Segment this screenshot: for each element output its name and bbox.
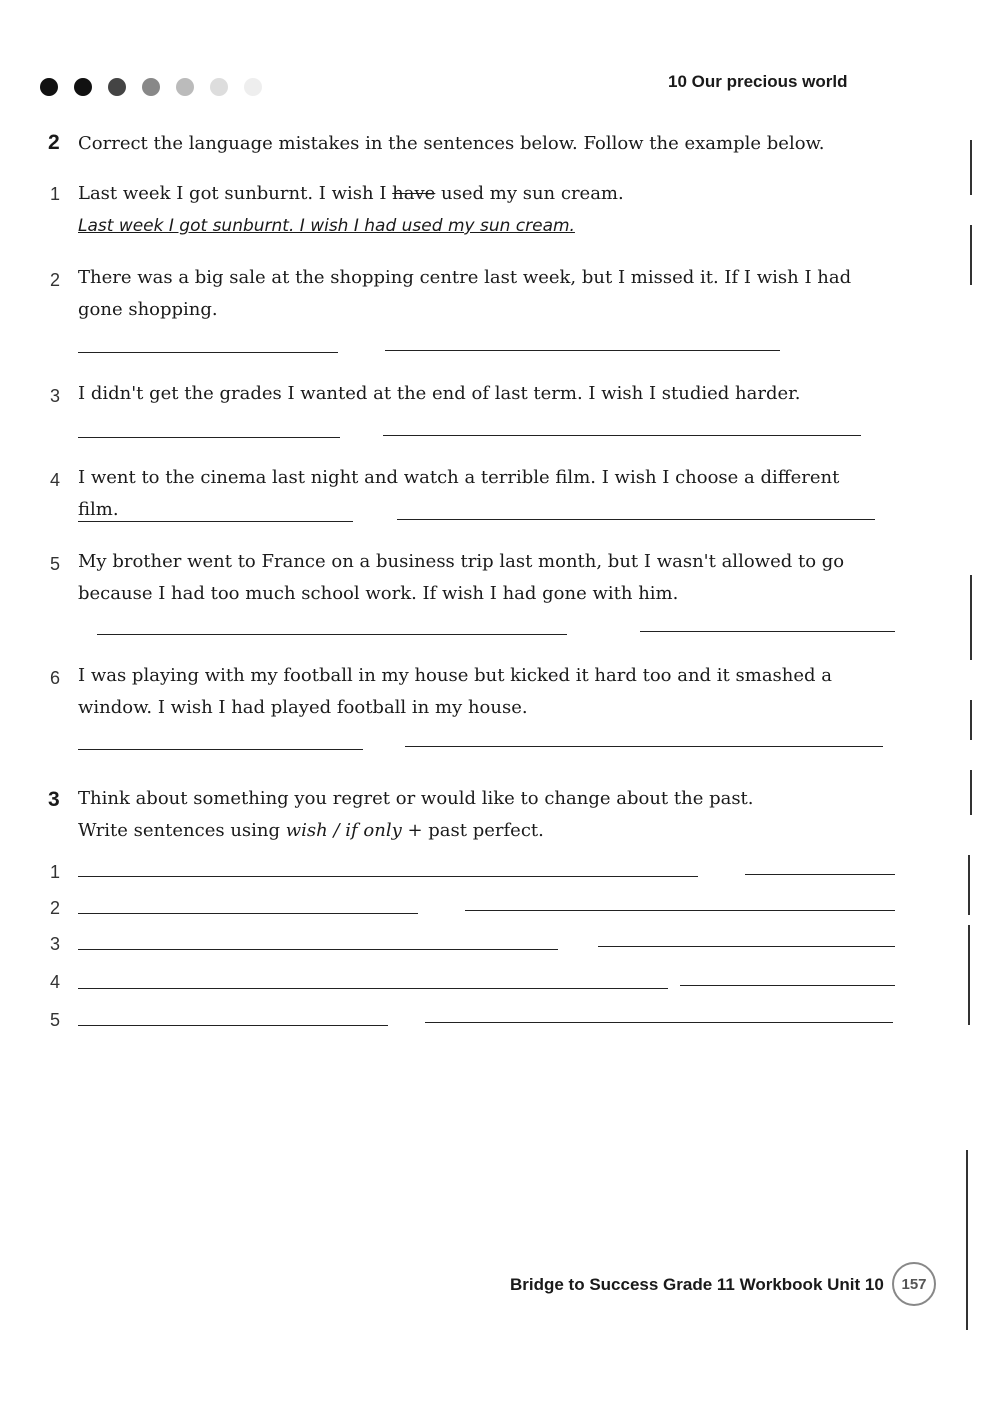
sentence-text: I went to the cinema last night and watch a terrible film. I wish I choose a different film.	[78, 467, 840, 520]
struck-word: have	[392, 183, 436, 204]
progress-dot	[108, 78, 126, 96]
item-number: 1	[49, 184, 60, 204]
page-number-badge: 157	[892, 1262, 936, 1306]
sentence-text: I didn't get the grades I wanted at the end of last term. I wish I studied harder.	[78, 383, 801, 404]
answer-line[interactable]	[745, 874, 895, 875]
item-number: 4	[49, 972, 60, 992]
answer-line[interactable]	[78, 876, 698, 877]
scan-edge	[970, 770, 972, 815]
progress-dot	[176, 78, 194, 96]
item-number: 5	[49, 554, 60, 574]
item-number: 2	[49, 898, 60, 918]
answer-line[interactable]	[385, 350, 780, 351]
sentence-text: There was a big sale at the shopping centre last week, but I missed it. If I wish I had gone shopping.	[78, 267, 852, 320]
progress-dot	[74, 78, 92, 96]
answer-line[interactable]	[465, 910, 895, 911]
book-title-footer: Bridge to Success Grade 11 Workbook Unit 10	[510, 1275, 884, 1294]
answer-line[interactable]	[78, 913, 418, 914]
item-number: 5	[49, 1010, 60, 1030]
item-number: 6	[49, 668, 60, 688]
scan-edge	[968, 855, 970, 915]
example-answer: Last week I got sunburnt. I wish I had used my sun cream.	[78, 216, 575, 236]
item-number: 1	[49, 862, 60, 882]
answer-line[interactable]	[383, 435, 861, 436]
exercise-2-number: 2	[48, 131, 60, 154]
instruction-emphasis: wish / if only	[285, 820, 402, 841]
sentence-text: I was playing with my football in my house but kicked it hard too and it smashed a window. I wish I had played football in my house.	[78, 665, 833, 718]
answer-line[interactable]	[397, 519, 875, 520]
answer-line[interactable]	[97, 634, 567, 635]
scan-edge	[968, 925, 970, 1025]
sentence-text: My brother went to France on a business trip last month, but I wasn't allowed to go because I had too much school work. If wish I had gone with him.	[78, 551, 845, 604]
item-number: 2	[49, 270, 60, 290]
answer-line[interactable]	[640, 631, 895, 632]
exercise-3-instruction-line2	[78, 820, 544, 841]
example-sentence	[78, 178, 878, 210]
scan-edge	[970, 700, 972, 740]
answer-line[interactable]	[78, 949, 558, 950]
answer-line[interactable]	[680, 985, 895, 986]
instruction-part: Write sentences using	[78, 820, 286, 841]
exercise-3-number: 3	[48, 788, 60, 811]
scan-edge	[966, 1150, 968, 1330]
exercise-3-instruction: Think about something you regret or would like to change about the past.	[78, 788, 754, 809]
progress-dot	[142, 78, 160, 96]
progress-dots	[40, 78, 262, 96]
answer-line[interactable]	[78, 521, 353, 522]
instruction-part: + past perfect.	[401, 820, 544, 841]
example-text-start: Last week I got sunburnt. I wish I	[78, 183, 393, 204]
answer-line[interactable]	[425, 1022, 893, 1023]
scan-edge	[970, 140, 972, 195]
scan-edge	[970, 225, 972, 285]
answer-line[interactable]	[78, 749, 363, 750]
answer-line[interactable]	[78, 1025, 388, 1026]
item-number: 3	[49, 386, 60, 406]
progress-dot	[210, 78, 228, 96]
answer-line[interactable]	[78, 988, 668, 989]
progress-dot	[244, 78, 262, 96]
item-number: 4	[49, 470, 60, 490]
answer-line[interactable]	[598, 946, 895, 947]
answer-line[interactable]	[405, 746, 883, 747]
scan-edge	[970, 575, 972, 660]
answer-line[interactable]	[78, 352, 338, 353]
unit-title: 10 Our precious world	[668, 72, 848, 91]
progress-dot	[40, 78, 58, 96]
example-text-end: used my sun cream.	[435, 183, 624, 204]
exercise-2-instruction: Correct the language mistakes in the sentences below. Follow the example below.	[78, 133, 825, 154]
answer-line[interactable]	[78, 437, 340, 438]
item-number: 3	[49, 934, 60, 954]
